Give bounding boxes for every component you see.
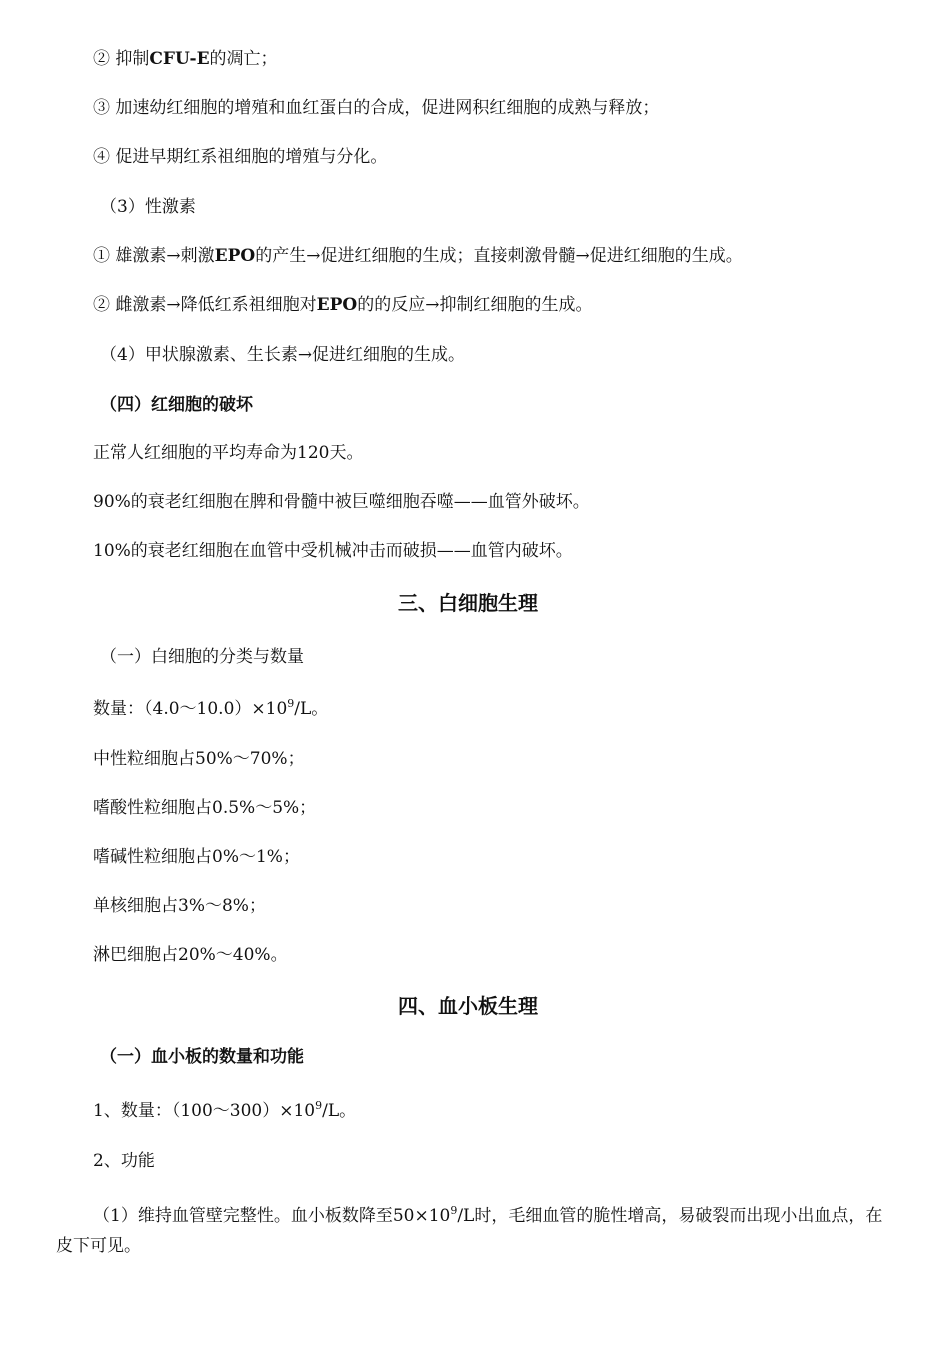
text-line: 90%的衰老红细胞在脾和骨髓中被巨噬细胞吞噬——血管外破坏。 [93, 492, 590, 512]
text-line: （一）白细胞的分类与数量 [100, 647, 304, 667]
text-line: 中性粒细胞占50%～70%； [93, 749, 305, 769]
text-line: ① 雄激素→刺激EPO的产生→促进红细胞的生成；直接刺激骨髓→促进红细胞的生成。 [93, 246, 743, 266]
text-line: ② 雌激素→降低红系祖细胞对EPO的的反应→抑制红细胞的生成。 [93, 295, 593, 315]
text-line: 淋巴细胞占20%～40%。 [93, 945, 288, 965]
text-line: （4）甲状腺激素、生长素→促进红细胞的生成。 [100, 345, 466, 365]
text-line: ④ 促进早期红系祖细胞的增殖与分化。 [93, 147, 388, 167]
text-line: 2、功能 [93, 1151, 155, 1171]
text-line: 单核细胞占3%～8%； [93, 896, 266, 916]
section-subheading: （四）红细胞的破坏 [100, 395, 253, 415]
text-line: 1、数量：$(100\sim 300)\times 10^9/L$。 [93, 1099, 357, 1121]
section-heading: 四、血小板生理 [398, 994, 538, 1018]
text-line: （3）性激素 [100, 197, 196, 217]
text-line: 数量：$(4.0\sim 10.0)\times 10^9/L$。 [93, 697, 329, 719]
text-line: 嗜酸性粒细胞占0.5%～5%； [93, 798, 317, 818]
section-subheading: （一）血小板的数量和功能 [100, 1047, 304, 1067]
paragraph: （1）维持血管壁完整性。血小板数降至$50\times 10^9/L$时，毛细血管的脆性增高，易破裂而出现小出血点，在皮下可见。 [56, 1204, 883, 1256]
text-line: ③ 加速幼红细胞的增殖和血红蛋白的合成，促进网积红细胞的成熟与释放； [93, 98, 660, 118]
text-line: 嗜碱性粒细胞占0%～1%； [93, 847, 300, 867]
text-line: 正常人红细胞的平均寿命为120天。 [93, 443, 364, 463]
text-line: 10%的衰老红细胞在血管中受机械冲击而破损——血管内破坏。 [93, 541, 573, 561]
text-line: ② 抑制CFU-E的凋亡； [93, 49, 278, 69]
section-heading: 三、白细胞生理 [398, 591, 538, 615]
